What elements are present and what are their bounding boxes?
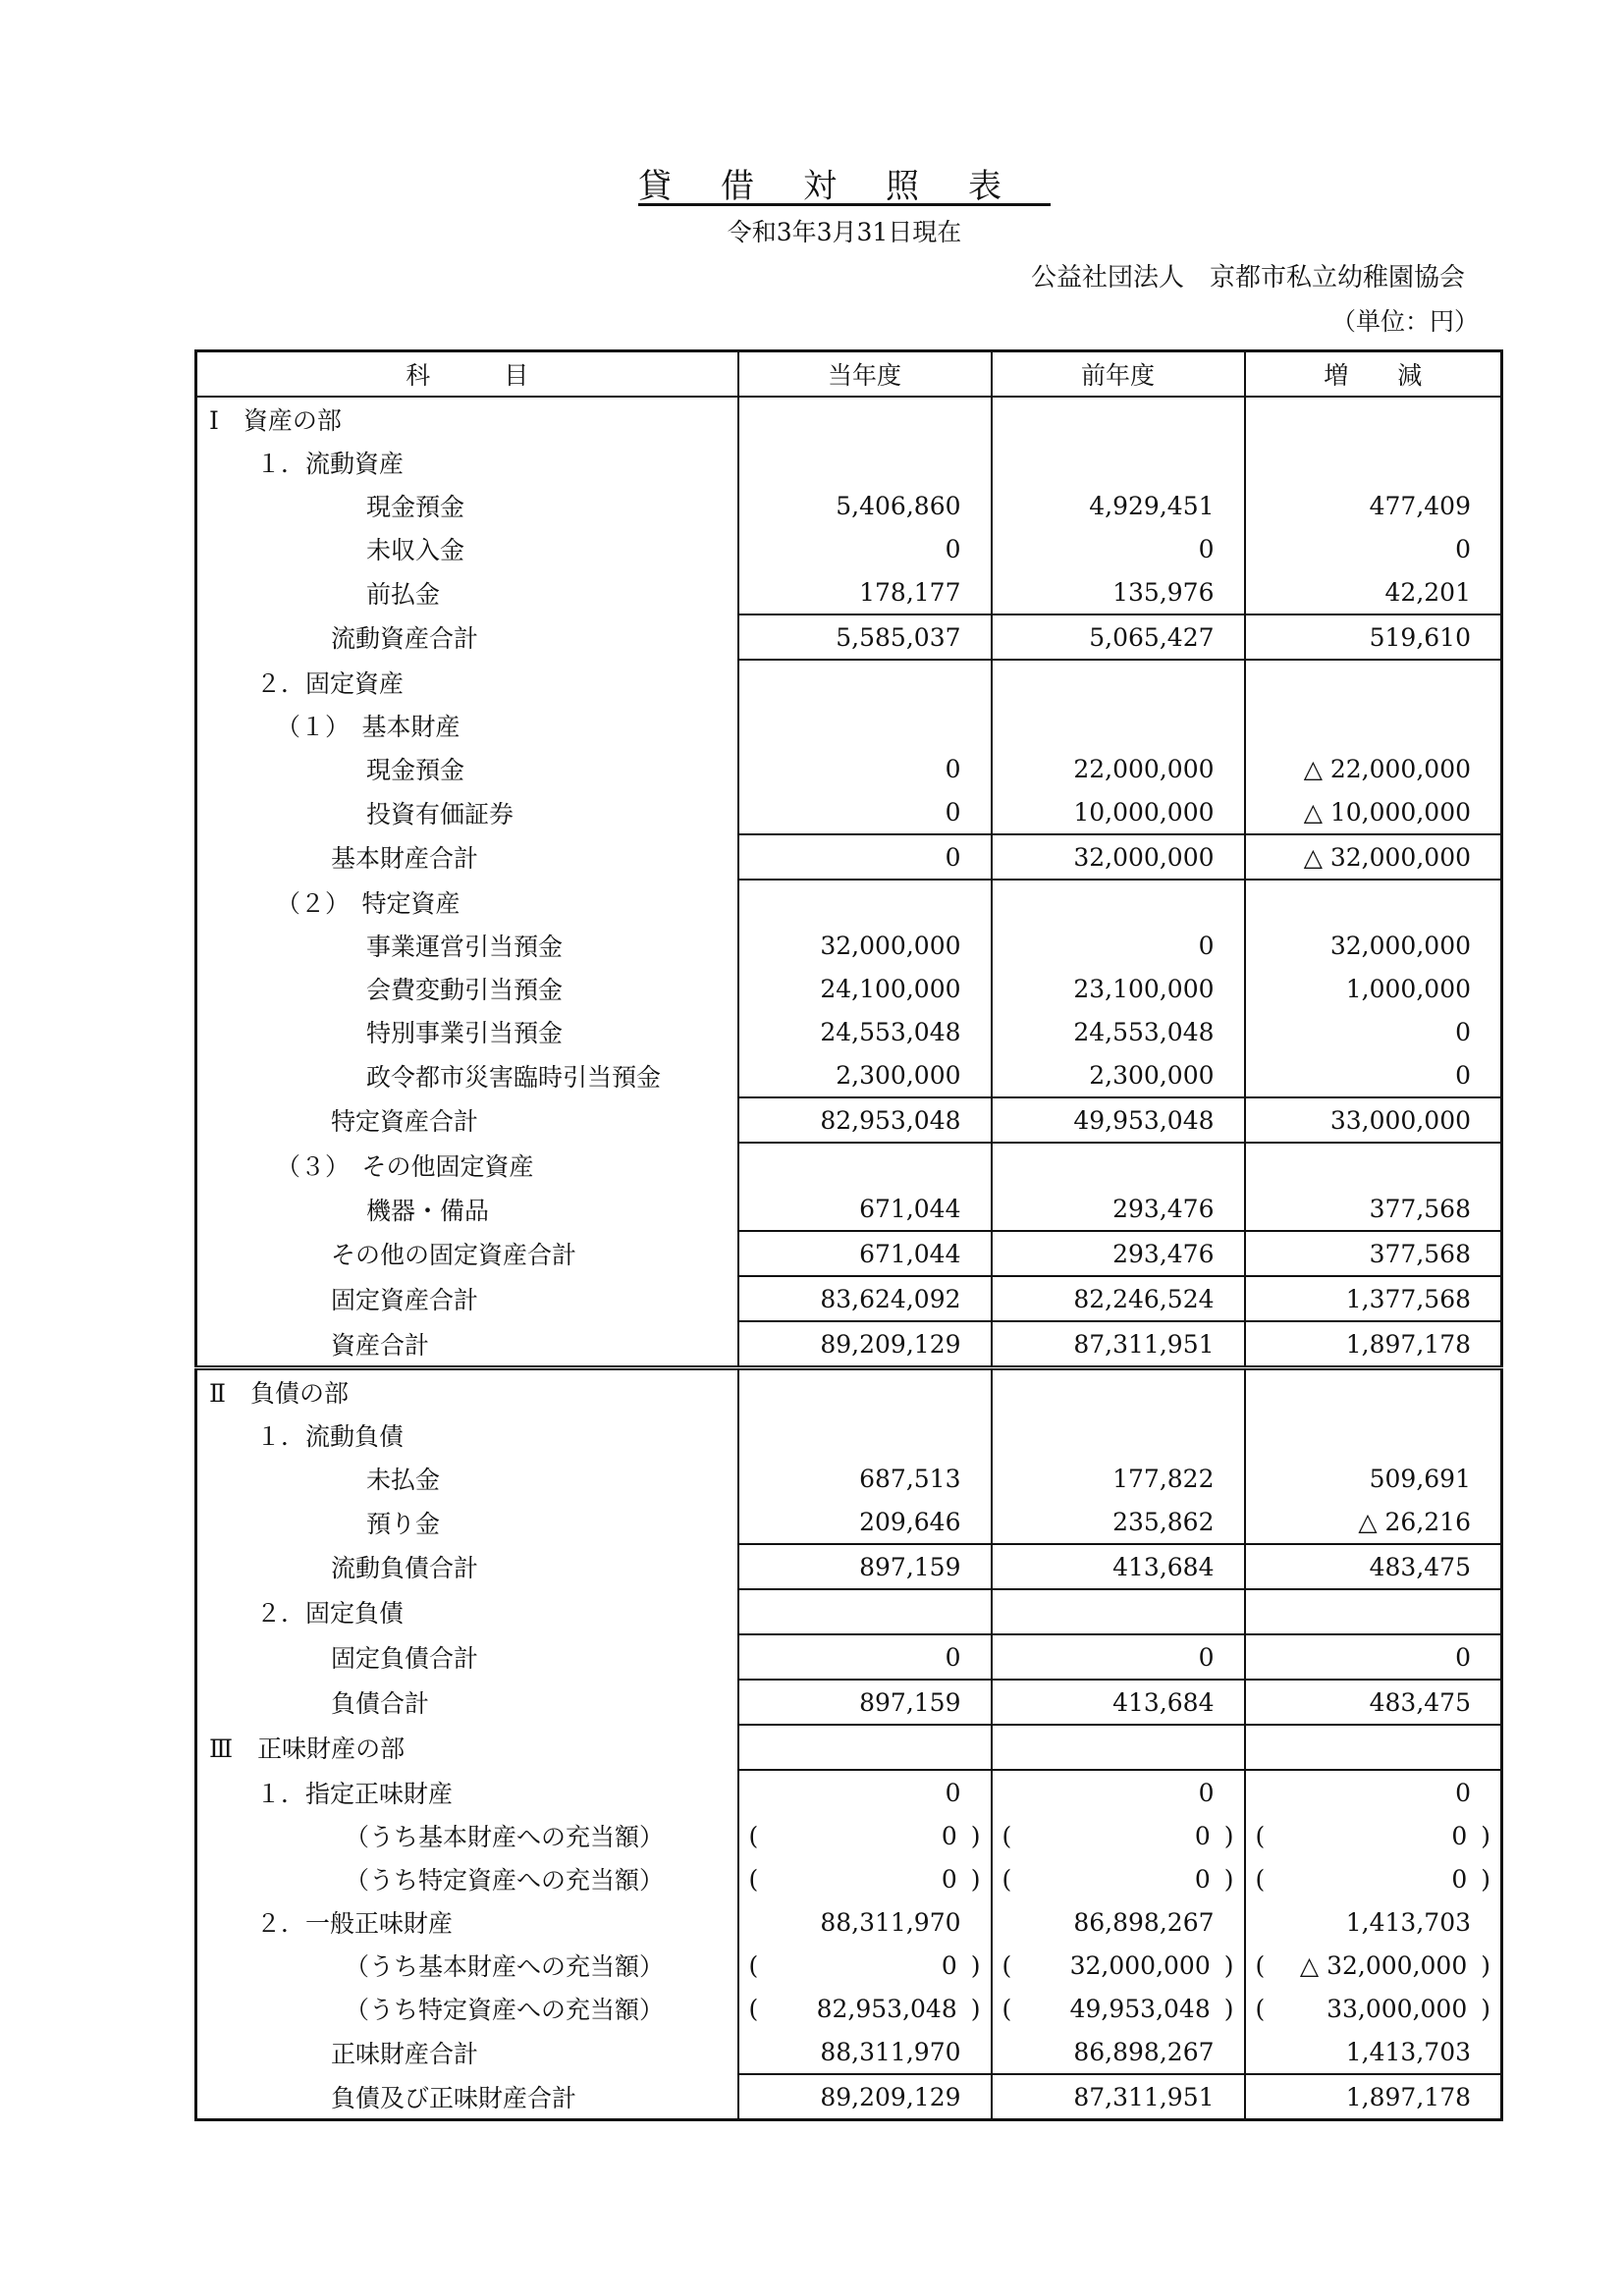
cell-current-year-parenthesized — [738, 1814, 992, 1857]
cell-previous-year: 293,476 — [992, 1231, 1245, 1276]
row-label: １．指定正味財産 — [196, 1770, 738, 1814]
cell-change-parenthesized — [1245, 1857, 1502, 1900]
close-paren: ) — [1481, 1950, 1490, 1980]
close-paren: ) — [1481, 1821, 1490, 1850]
cell-current-year: 88,311,970 — [738, 2030, 992, 2074]
cell-change: 0 — [1245, 1770, 1502, 1814]
cell-previous-year: 177,822 — [992, 1457, 1245, 1500]
cell-previous-year — [992, 704, 1245, 747]
close-paren: ) — [1481, 1994, 1490, 2023]
cell-current-year — [738, 1589, 992, 1634]
cell-current-year: 671,044 — [738, 1187, 992, 1231]
cell-change: 1,377,568 — [1245, 1276, 1502, 1321]
cell-current-year: 89,209,129 — [738, 2074, 992, 2120]
cell-change — [1245, 704, 1502, 747]
cell-previous-year: 135,976 — [992, 570, 1245, 614]
cell-previous-year: 87,311,951 — [992, 1321, 1245, 1368]
close-paren: ) — [1223, 1821, 1234, 1850]
cell-previous-year — [992, 880, 1245, 924]
cell-current-year: 5,585,037 — [738, 614, 992, 660]
table-row — [196, 704, 1502, 747]
cell-change: 0 — [1245, 1010, 1502, 1053]
row-label: ２．固定負債 — [196, 1589, 738, 1634]
cell-current-year: 0 — [738, 747, 992, 790]
table-row — [196, 1187, 1502, 1231]
cell-previous-year — [992, 441, 1245, 484]
close-paren: ) — [970, 1950, 981, 1980]
cell-current-year: 89,209,129 — [738, 1321, 992, 1368]
cell-previous-year-parenthesized — [992, 1944, 1245, 1987]
cell-change: △ 10,000,000 — [1245, 790, 1502, 834]
cell-previous-year: 2,300,000 — [992, 1053, 1245, 1097]
cell-previous-year: 23,100,000 — [992, 967, 1245, 1010]
cell-change: 1,897,178 — [1245, 1321, 1502, 1368]
cell-change: 509,691 — [1245, 1457, 1502, 1500]
cell-change-parenthesized — [1245, 1944, 1502, 1987]
cell-current-year — [738, 1143, 992, 1187]
row-label: Ⅰ 資産の部 — [196, 397, 738, 441]
table-row — [196, 1143, 1502, 1187]
open-paren: ( — [748, 1994, 759, 2023]
cell-previous-year — [992, 1143, 1245, 1187]
row-label: （３） その他固定資産 — [196, 1143, 738, 1187]
row-label: 未収入金 — [196, 527, 738, 570]
header-previous-year: 前年度 — [992, 351, 1245, 398]
cell-previous-year-parenthesized — [992, 1857, 1245, 1900]
cell-current-year-parenthesized — [738, 1944, 992, 1987]
table-row — [196, 1770, 1502, 1814]
cell-current-year: 0 — [738, 1770, 992, 1814]
table-row — [196, 1857, 1502, 1900]
close-paren: ) — [970, 1994, 981, 2023]
cell-change — [1245, 1143, 1502, 1187]
row-label: （うち基本財産への充当額） — [196, 1814, 738, 1857]
row-label: 投資有価証券 — [196, 790, 738, 834]
cell-current-year — [738, 1414, 992, 1457]
cell-previous-year: 293,476 — [992, 1187, 1245, 1231]
table-row — [196, 880, 1502, 924]
cell-previous-year — [992, 397, 1245, 441]
cell-change: 377,568 — [1245, 1187, 1502, 1231]
row-label: 流動資産合計 — [196, 614, 738, 660]
cell-change: △ 26,216 — [1245, 1500, 1502, 1544]
row-label: 正味財産合計 — [196, 2030, 738, 2074]
cell-change: 0 — [1245, 527, 1502, 570]
cell-change: 1,413,703 — [1245, 2030, 1502, 2074]
cell-previous-year: 10,000,000 — [992, 790, 1245, 834]
close-paren: ) — [970, 1864, 981, 1894]
row-label: （うち特定資産への充当額） — [196, 1857, 738, 1900]
table-row — [196, 1500, 1502, 1544]
cell-previous-year — [992, 660, 1245, 704]
row-label: （１） 基本財産 — [196, 704, 738, 747]
cell-change: 483,475 — [1245, 1680, 1502, 1725]
cell-current-year: 2,300,000 — [738, 1053, 992, 1097]
cell-current-year: 82,953,048 — [738, 1097, 992, 1143]
cell-value: 33,000,000 — [1326, 1994, 1468, 2023]
table-row — [196, 967, 1502, 1010]
table-row — [196, 441, 1502, 484]
cell-current-year: 5,406,860 — [738, 484, 992, 527]
cell-current-year — [738, 704, 992, 747]
close-paren: ) — [970, 1821, 981, 1850]
cell-current-year: 0 — [738, 1634, 992, 1680]
cell-change — [1245, 441, 1502, 484]
cell-change — [1245, 397, 1502, 441]
open-paren: ( — [748, 1950, 759, 1980]
header-change: 増 減 — [1245, 351, 1502, 398]
open-paren: ( — [1255, 1864, 1266, 1894]
cell-current-year: 88,311,970 — [738, 1900, 992, 1944]
cell-previous-year: 24,553,048 — [992, 1010, 1245, 1053]
document-title: 貸借対照表 — [638, 167, 1051, 206]
close-paren: ) — [1223, 1864, 1234, 1894]
cell-previous-year: 0 — [992, 527, 1245, 570]
cell-previous-year-parenthesized — [992, 1987, 1245, 2030]
cell-previous-year-parenthesized — [992, 1814, 1245, 1857]
cell-change: 377,568 — [1245, 1231, 1502, 1276]
row-label: （うち特定資産への充当額） — [196, 1987, 738, 2030]
table-row — [196, 1634, 1502, 1680]
open-paren: ( — [1001, 1821, 1012, 1850]
row-label: 前払金 — [196, 570, 738, 614]
table-row — [196, 1944, 1502, 1987]
balance-sheet-table — [194, 349, 1503, 2121]
table-row — [196, 2030, 1502, 2074]
open-paren: ( — [1255, 1821, 1266, 1850]
cell-change — [1245, 1725, 1502, 1770]
open-paren: ( — [748, 1864, 759, 1894]
cell-value: 0 — [941, 1821, 957, 1850]
row-label: 預り金 — [196, 1500, 738, 1544]
cell-change: 1,000,000 — [1245, 967, 1502, 1010]
header-current-year: 当年度 — [738, 351, 992, 398]
cell-change: 32,000,000 — [1245, 924, 1502, 967]
cell-change: 1,897,178 — [1245, 2074, 1502, 2120]
cell-change — [1245, 1414, 1502, 1457]
row-label: その他の固定資産合計 — [196, 1231, 738, 1276]
cell-value: 82,953,048 — [816, 1994, 957, 2023]
header-subject: 科 目 — [196, 351, 738, 398]
table-row — [196, 1544, 1502, 1589]
cell-current-year: 32,000,000 — [738, 924, 992, 967]
cell-previous-year: 86,898,267 — [992, 1900, 1245, 1944]
cell-current-year: 24,553,048 — [738, 1010, 992, 1053]
row-label: 政令都市災害臨時引当預金 — [196, 1053, 738, 1097]
cell-previous-year: 4,929,451 — [992, 484, 1245, 527]
row-label: 流動負債合計 — [196, 1544, 738, 1589]
cell-change — [1245, 1589, 1502, 1634]
cell-current-year-parenthesized — [738, 1987, 992, 2030]
cell-change: 33,000,000 — [1245, 1097, 1502, 1143]
table-row — [196, 1010, 1502, 1053]
row-label: 現金預金 — [196, 484, 738, 527]
close-paren: ) — [1223, 1994, 1234, 2023]
cell-current-year — [738, 1368, 992, 1415]
cell-previous-year — [992, 1414, 1245, 1457]
row-label: 会費変動引当預金 — [196, 967, 738, 1010]
open-paren: ( — [1001, 1994, 1012, 2023]
row-label: Ⅱ 負債の部 — [196, 1368, 738, 1415]
as-of-date: 令和3年3月31日現在 — [727, 218, 962, 246]
table-row — [196, 1321, 1502, 1368]
cell-current-year: 178,177 — [738, 570, 992, 614]
table-row — [196, 790, 1502, 834]
cell-previous-year: 5,065,427 — [992, 614, 1245, 660]
cell-change — [1245, 1368, 1502, 1415]
open-paren: ( — [1001, 1950, 1012, 1980]
table-row — [196, 2074, 1502, 2120]
row-label: 機器・備品 — [196, 1187, 738, 1231]
table-row — [196, 747, 1502, 790]
cell-current-year: 0 — [738, 790, 992, 834]
cell-current-year — [738, 441, 992, 484]
row-label: 特別事業引当預金 — [196, 1010, 738, 1053]
cell-value: 0 — [941, 1864, 957, 1894]
row-label: （２） 特定資産 — [196, 880, 738, 924]
cell-previous-year: 87,311,951 — [992, 2074, 1245, 2120]
cell-change: 0 — [1245, 1053, 1502, 1097]
cell-previous-year: 235,862 — [992, 1500, 1245, 1544]
cell-previous-year: 22,000,000 — [992, 747, 1245, 790]
cell-change: 1,413,703 — [1245, 1900, 1502, 1944]
table-row — [196, 1725, 1502, 1770]
cell-previous-year: 0 — [992, 924, 1245, 967]
table-row — [196, 834, 1502, 880]
close-paren: ) — [1481, 1864, 1490, 1894]
row-label: 特定資産合計 — [196, 1097, 738, 1143]
table-row — [196, 1457, 1502, 1500]
cell-value: 0 — [1194, 1864, 1211, 1894]
table-row — [196, 1097, 1502, 1143]
cell-change — [1245, 880, 1502, 924]
table-row — [196, 1987, 1502, 2030]
cell-value: △ 32,000,000 — [1299, 1950, 1468, 1980]
cell-previous-year: 413,684 — [992, 1680, 1245, 1725]
cell-previous-year — [992, 1589, 1245, 1634]
row-label: 負債合計 — [196, 1680, 738, 1725]
cell-change: △ 22,000,000 — [1245, 747, 1502, 790]
cell-previous-year: 49,953,048 — [992, 1097, 1245, 1143]
cell-change: 42,201 — [1245, 570, 1502, 614]
cell-change — [1245, 660, 1502, 704]
cell-change-parenthesized — [1245, 1987, 1502, 2030]
table-row — [196, 660, 1502, 704]
cell-previous-year: 82,246,524 — [992, 1276, 1245, 1321]
cell-current-year-parenthesized — [738, 1857, 992, 1900]
cell-previous-year: 0 — [992, 1634, 1245, 1680]
cell-previous-year — [992, 1368, 1245, 1415]
cell-value: 32,000,000 — [1069, 1950, 1211, 1980]
cell-current-year: 671,044 — [738, 1231, 992, 1276]
cell-current-year: 687,513 — [738, 1457, 992, 1500]
row-label: 現金預金 — [196, 747, 738, 790]
cell-current-year: 897,159 — [738, 1544, 992, 1589]
cell-current-year: 24,100,000 — [738, 967, 992, 1010]
cell-current-year: 83,624,092 — [738, 1276, 992, 1321]
row-label: 資産合計 — [196, 1321, 738, 1368]
cell-current-year — [738, 880, 992, 924]
cell-current-year: 209,646 — [738, 1500, 992, 1544]
row-label: １．流動資産 — [196, 441, 738, 484]
table-row — [196, 1276, 1502, 1321]
row-label: （うち基本財産への充当額） — [196, 1944, 738, 1987]
cell-current-year: 0 — [738, 834, 992, 880]
table-row — [196, 1231, 1502, 1276]
cell-previous-year — [992, 1725, 1245, 1770]
row-label: Ⅲ 正味財産の部 — [196, 1725, 738, 1770]
table-row — [196, 1900, 1502, 1944]
cell-value: 0 — [1451, 1864, 1468, 1894]
cell-previous-year: 32,000,000 — [992, 834, 1245, 880]
table-row — [196, 397, 1502, 441]
row-label: ２．固定資産 — [196, 660, 738, 704]
cell-current-year: 0 — [738, 527, 992, 570]
close-paren: ) — [1223, 1950, 1234, 1980]
table-row — [196, 924, 1502, 967]
cell-current-year — [738, 1725, 992, 1770]
unit-label: （単位：円） — [1330, 307, 1479, 336]
cell-previous-year: 0 — [992, 1770, 1245, 1814]
organization-name: 公益社団法人 京都市私立幼稚園協会 — [1030, 263, 1465, 293]
cell-previous-year: 413,684 — [992, 1544, 1245, 1589]
cell-value: 0 — [1451, 1821, 1468, 1850]
table-row — [196, 484, 1502, 527]
cell-value: 0 — [1194, 1821, 1211, 1850]
row-label: 基本財産合計 — [196, 834, 738, 880]
table-row — [196, 614, 1502, 660]
table-row — [196, 570, 1502, 614]
row-label: ２．一般正味財産 — [196, 1900, 738, 1944]
cell-change: 0 — [1245, 1634, 1502, 1680]
header-row — [196, 351, 1502, 398]
cell-value: 49,953,048 — [1069, 1994, 1211, 2023]
table-row — [196, 1680, 1502, 1725]
table-row — [196, 1368, 1502, 1415]
open-paren: ( — [1255, 1994, 1266, 2023]
table-row — [196, 1589, 1502, 1634]
cell-change: 477,409 — [1245, 484, 1502, 527]
row-label: 固定資産合計 — [196, 1276, 738, 1321]
open-paren: ( — [1001, 1864, 1012, 1894]
row-label: 負債及び正味財産合計 — [196, 2074, 738, 2120]
cell-value: 0 — [941, 1950, 957, 1980]
cell-current-year — [738, 660, 992, 704]
cell-change: △ 32,000,000 — [1245, 834, 1502, 880]
row-label: 固定負債合計 — [196, 1634, 738, 1680]
row-label: 未払金 — [196, 1457, 738, 1500]
table-row — [196, 1814, 1502, 1857]
cell-change: 483,475 — [1245, 1544, 1502, 1589]
cell-current-year — [738, 397, 992, 441]
table-row — [196, 1053, 1502, 1097]
open-paren: ( — [1255, 1950, 1266, 1980]
row-label: １．流動負債 — [196, 1414, 738, 1457]
table-row — [196, 1414, 1502, 1457]
cell-change: 519,610 — [1245, 614, 1502, 660]
row-label: 事業運営引当預金 — [196, 924, 738, 967]
table-row — [196, 527, 1502, 570]
open-paren: ( — [748, 1821, 759, 1850]
cell-previous-year: 86,898,267 — [992, 2030, 1245, 2074]
cell-current-year: 897,159 — [738, 1680, 992, 1725]
cell-change-parenthesized — [1245, 1814, 1502, 1857]
